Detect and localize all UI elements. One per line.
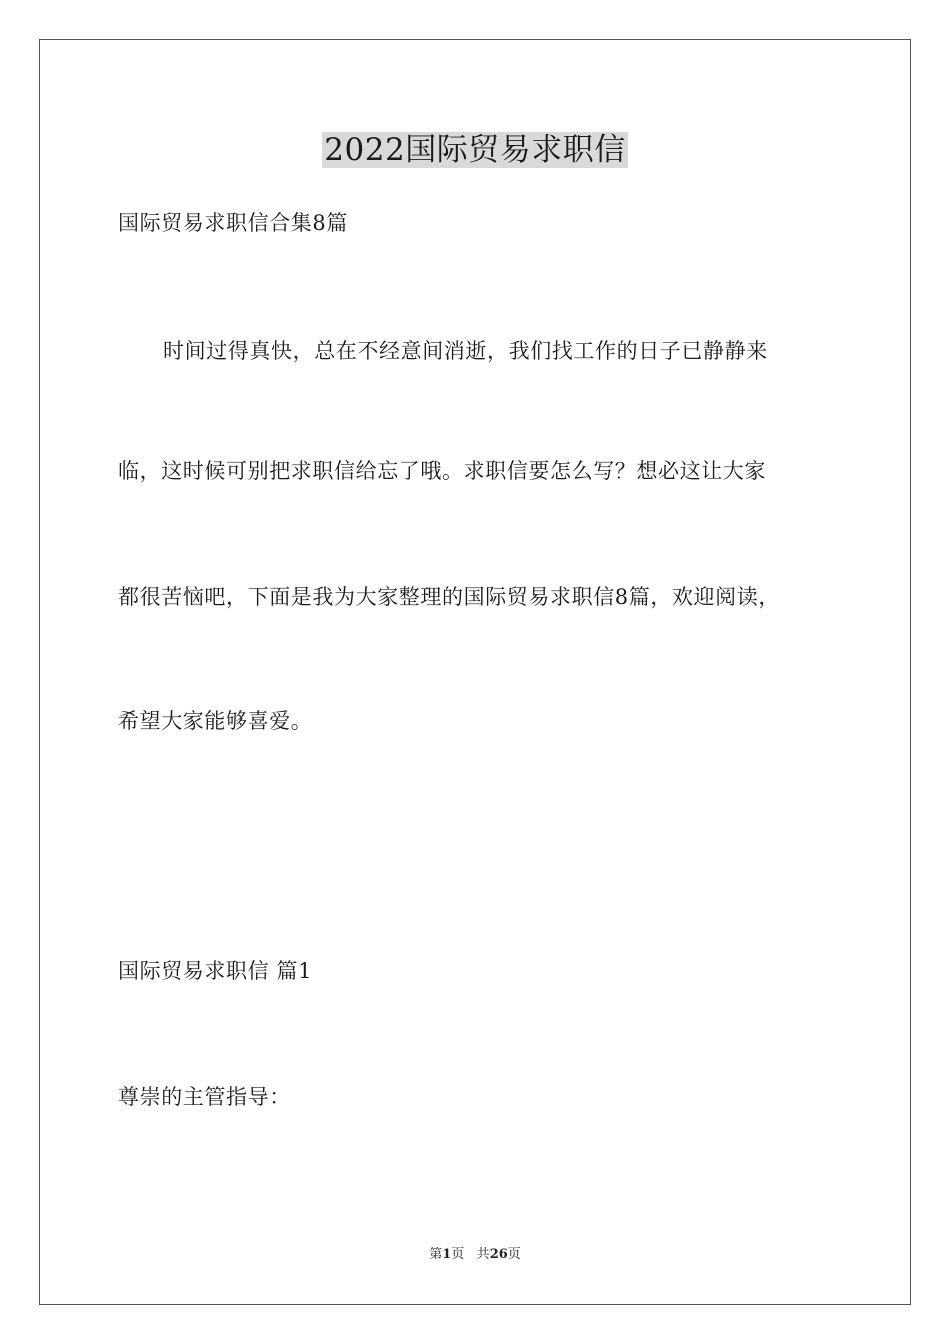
footer-page-prefix: 第 [429,1247,443,1262]
footer-page-number: 1 [442,1247,452,1262]
intro-line-1: 时间过得真快，总在不经意间消逝，我们找工作的日子已静静来 [163,339,768,363]
document-title-text: 2022国际贸易求职信 [324,132,626,168]
footer-total-suffix: 页 [507,1247,521,1262]
footer-total-pages: 26 [489,1247,508,1262]
intro-line-3: 都很苦恼吧，下面是我为大家整理的国际贸易求职信8篇，欢迎阅读， [118,585,780,609]
page-footer [0,1246,950,1264]
letter-salutation: 尊崇的主管指导： [118,1085,291,1109]
footer-page-suffix: 页 [451,1247,465,1262]
intro-line-4: 希望大家能够喜爱。 [118,709,313,733]
footer-total-prefix: 共 [476,1247,490,1262]
intro-line-2: 临，这时候可别把求职信给忘了哦。求职信要怎么写？想必这让大家 [118,459,766,483]
document-title [0,128,950,172]
document-subtitle: 国际贸易求职信合集8篇 [118,211,348,235]
section-heading: 国际贸易求职信 篇1 [118,959,313,983]
